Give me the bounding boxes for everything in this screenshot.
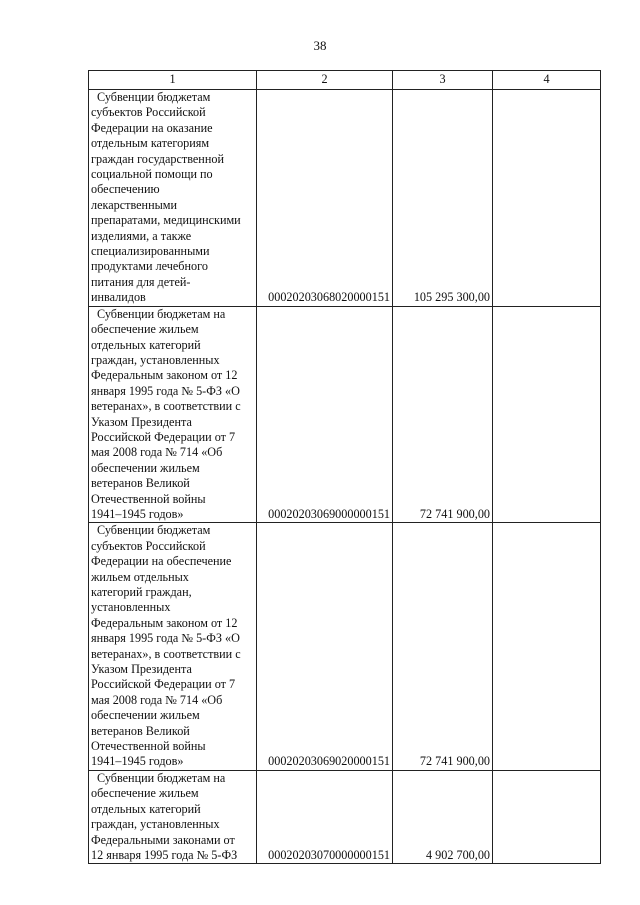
description-line: ветеранах», в соответствии с: [91, 399, 241, 414]
column-header-1: 1: [89, 71, 257, 90]
column-header-2: 2: [257, 71, 393, 90]
description-line: граждан, установленных: [91, 352, 220, 367]
budget-table: [88, 70, 601, 864]
row-amount: 72 741 900,00: [393, 523, 493, 771]
description-line: инвалидов: [91, 290, 146, 305]
row-budget-code: 00020203068020000151: [257, 90, 393, 307]
description-line: Федеральным законом от 12: [91, 615, 238, 630]
description-line: ветеранов Великой: [91, 723, 190, 738]
row-column-4: [493, 306, 601, 523]
row-description: [89, 770, 257, 863]
description-line: января 1995 года № 5-ФЗ «О: [91, 631, 240, 646]
description-line: Субвенции бюджетам: [97, 523, 211, 538]
table-header-row: [89, 71, 601, 90]
description-line: Федерации на оказание: [91, 120, 213, 135]
description-line: Российской Федерации от 7: [91, 429, 236, 444]
description-line: отдельных категорий: [91, 337, 201, 352]
description-line: Отечественной войны: [91, 739, 206, 754]
description-line: мая 2008 года № 714 «Об: [91, 692, 223, 707]
description-line: граждан государственной: [91, 151, 224, 166]
row-column-4: [493, 523, 601, 771]
description-line: обеспечение жильем: [91, 786, 199, 801]
description-line: Субвенции бюджетам: [97, 90, 211, 104]
table-row: [89, 306, 601, 523]
description-line: 12 января 1995 года № 5-ФЗ: [91, 847, 238, 862]
description-line: Указом Президента: [91, 662, 192, 677]
column-header-3: 3: [393, 71, 493, 90]
description-line: Российской Федерации от 7: [91, 677, 236, 692]
description-line: категорий граждан,: [91, 585, 192, 599]
description-line: января 1995 года № 5-ФЗ «О: [91, 383, 240, 398]
table-row: [89, 523, 601, 771]
description-line: 1941–1945 годов»: [91, 754, 184, 769]
description-line: обеспечении жильем: [91, 708, 200, 723]
row-description: [89, 523, 257, 771]
description-line: Субвенции бюджетам на: [97, 306, 226, 321]
description-line: субъектов Российской: [91, 538, 206, 553]
row-description: [89, 90, 257, 307]
description-line: отдельных категорий: [91, 801, 201, 816]
description-line: Федеральным законом от 12: [91, 368, 238, 383]
column-header-4: 4: [493, 71, 601, 90]
description-line: граждан, установленных: [91, 817, 220, 832]
description-line: Федерации на обеспечение: [91, 554, 232, 569]
description-line: обеспечении жильем: [91, 460, 200, 475]
table-row: [89, 90, 601, 307]
description-line: изделиями, а также: [91, 228, 192, 243]
description-line: субъектов Российской: [91, 105, 206, 120]
row-amount: 4 902 700,00: [393, 770, 493, 863]
page-number: 38: [313, 38, 327, 53]
row-amount: 72 741 900,00: [393, 306, 493, 523]
row-description: [89, 306, 257, 523]
description-line: обеспечению: [91, 182, 160, 197]
description-line: 1941–1945 годов»: [91, 506, 184, 521]
description-line: жильем отдельных: [91, 569, 189, 584]
row-budget-code: 00020203069000000151: [257, 306, 393, 523]
description-line: лекарственными: [91, 197, 178, 212]
table-row: [89, 770, 601, 863]
row-column-4: [493, 90, 601, 307]
description-line: мая 2008 года № 714 «Об: [91, 445, 223, 460]
description-line: питания для детей-: [91, 274, 191, 289]
description-line: Федеральными законами от: [91, 832, 235, 847]
description-line: обеспечение жильем: [91, 322, 199, 337]
description-line: установленных: [91, 600, 171, 615]
description-line: Отечественной войны: [91, 491, 206, 506]
row-budget-code: 00020203069020000151: [257, 523, 393, 771]
row-amount: 105 295 300,00: [393, 90, 493, 307]
description-line: Субвенции бюджетам на: [97, 770, 226, 785]
row-column-4: [493, 770, 601, 863]
row-budget-code: 00020203070000000151: [257, 770, 393, 863]
description-line: Указом Президента: [91, 414, 192, 429]
description-line: социальной помощи по: [91, 167, 213, 182]
description-line: ветеранах», в соответствии с: [91, 646, 241, 661]
description-line: продуктами лечебного: [91, 259, 208, 274]
description-line: препаратами, медицинскими: [91, 213, 241, 228]
description-line: специализированными: [91, 244, 210, 259]
table-body: [89, 90, 601, 864]
description-line: ветеранов Великой: [91, 476, 190, 491]
description-line: отдельным категориям: [91, 136, 210, 151]
